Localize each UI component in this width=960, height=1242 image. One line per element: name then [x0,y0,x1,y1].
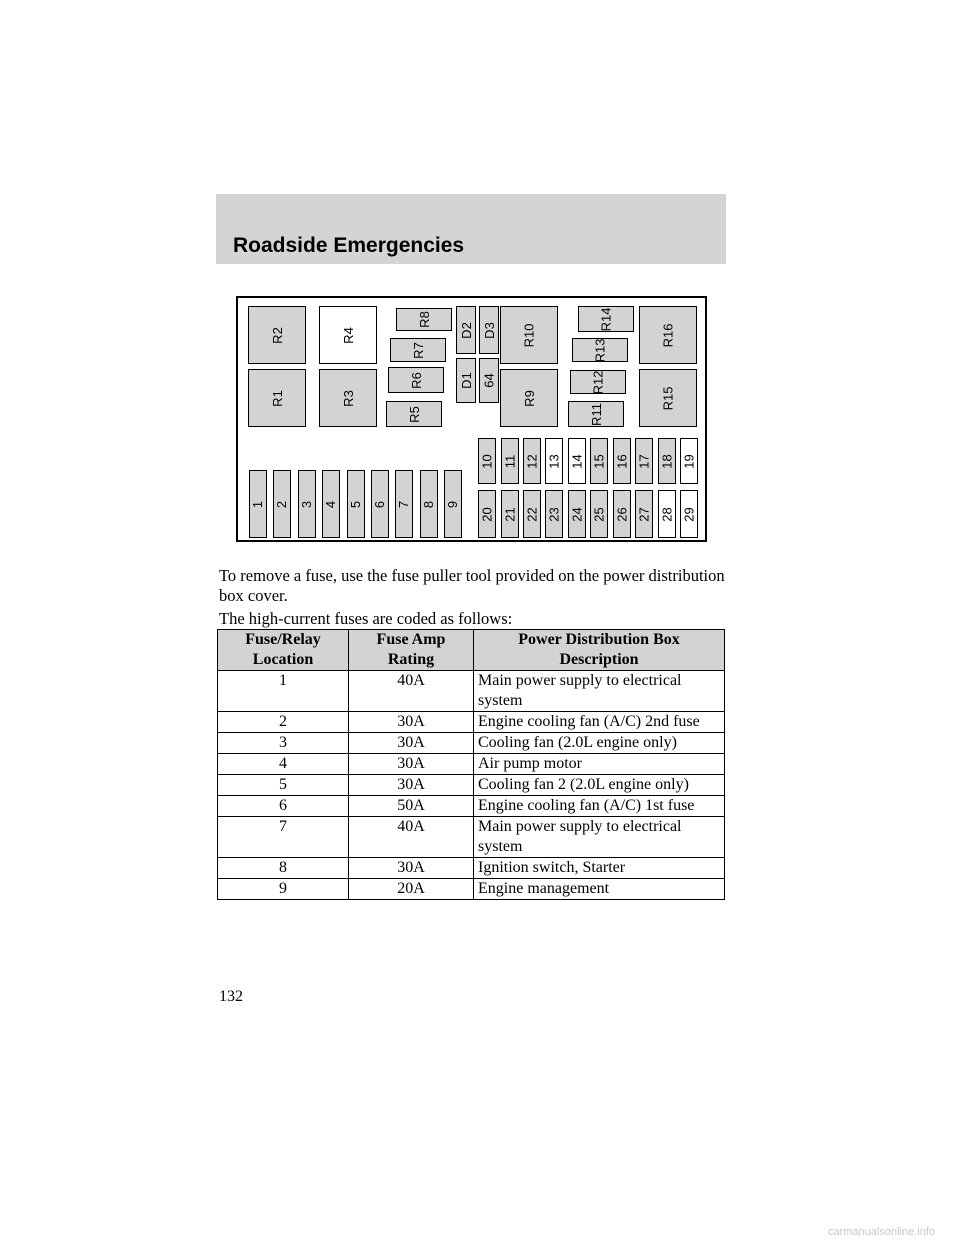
table-row [218,754,725,775]
fuse-slot-r13 [572,338,628,362]
fuse-slot-r1 [248,369,306,427]
fuse-slot-label: 4 [323,500,339,508]
fuse-slot-64 [479,358,499,403]
fuse-slot-label: 22 [524,506,540,522]
cell-description: Engine management [474,879,725,900]
fuse-slot-6 [371,470,389,538]
fuse-slot-label: R4 [340,326,356,344]
table-row [218,796,725,817]
fuse-slot-12 [523,438,541,484]
cell-location: 6 [218,796,349,817]
fuse-slot-r6 [388,367,444,393]
fuse-slot-21 [501,490,519,538]
fuse-slot-r14 [578,306,634,332]
fuse-slot-label: R2 [269,326,285,344]
fuse-slot-24 [568,490,586,538]
fuse-slot-29 [680,490,698,538]
table-row [218,775,725,796]
cell-location: 4 [218,754,349,775]
fuse-slot-label: 29 [681,506,697,522]
fuse-slot-1 [249,470,267,538]
table-row [218,712,725,733]
fuse-slot-23 [545,490,563,538]
instruction-paragraph: To remove a fuse, use the fuse puller tool provided on the power distribution box cover. [219,566,725,605]
coding-intro-paragraph: The high-current fuses are coded as follows: [219,609,513,628]
fuse-slot-r8 [396,308,452,331]
fuse-slot-7 [395,470,413,538]
fuse-slot-label: R10 [521,323,537,347]
fuse-slot-19 [680,438,698,484]
fuse-slot-label: 26 [614,506,630,522]
fuse-slot-28 [658,490,676,538]
cell-description: Cooling fan (2.0L engine only) [474,733,725,754]
table-row [218,858,725,879]
cell-location: 5 [218,775,349,796]
fuse-slot-label: 11 [502,454,518,468]
fuse-slot-label: 14 [569,453,585,469]
cell-location: 1 [218,671,349,712]
page-number: 132 [219,988,243,1005]
fuse-slot-3 [298,470,316,538]
fuse-slot-r4 [319,306,377,364]
cell-location: 9 [218,879,349,900]
cell-description: Engine cooling fan (A/C) 2nd fuse [474,712,725,733]
fuse-slot-d1 [456,358,476,403]
cell-location: 7 [218,817,349,858]
header-amp-rating: Fuse Amp Rating [349,630,474,671]
fuse-slot-label: R11 [588,402,604,426]
fuse-slot-label: R7 [410,341,426,359]
fuse-slot-label: 9 [445,500,461,508]
cell-amp-rating: 30A [349,754,474,775]
fuse-slot-r9 [500,369,558,427]
fuse-slot-label: 25 [591,506,607,522]
fuse-slot-r5 [386,401,442,427]
cell-amp-rating: 40A [349,817,474,858]
fuse-table [217,629,725,900]
fuse-slot-label: R13 [592,338,608,362]
fuse-slot-label: R1 [269,389,285,407]
fuse-slot-15 [590,438,608,484]
cell-amp-rating: 30A [349,858,474,879]
fuse-slot-label: 15 [591,453,607,469]
header-description: Power Distribution Box Description [474,630,725,671]
fuse-slot-11 [501,438,519,484]
fuse-slot-16 [613,438,631,484]
table-row [218,879,725,900]
cell-location: 3 [218,733,349,754]
fuse-slot-label: R9 [521,389,537,407]
fuse-slot-label: D2 [458,321,474,339]
fuse-slot-label: 13 [546,453,562,469]
fuse-slot-r10 [500,306,558,364]
cell-location: 2 [218,712,349,733]
fuse-slot-label: 7 [396,500,412,508]
fuse-slot-d2 [456,306,476,354]
fuse-slot-label: R14 [598,307,614,331]
fuse-slot-22 [523,490,541,538]
fuse-slot-8 [420,470,438,538]
table-row [218,733,725,754]
fuse-slot-17 [635,438,653,484]
fuse-slot-r3 [319,369,377,427]
fuse-slot-label: 17 [636,453,652,469]
table-row [218,671,725,712]
fuse-slot-5 [347,470,365,538]
fuse-slot-r2 [248,306,306,364]
cell-amp-rating: 20A [349,879,474,900]
fuse-slot-label: 28 [659,506,675,522]
cell-amp-rating: 30A [349,712,474,733]
fuse-slot-label: 12 [524,453,540,469]
fuse-slot-2 [273,470,291,538]
cell-location: 8 [218,858,349,879]
header-location: Fuse/Relay Location [218,630,349,671]
fuse-slot-r16 [639,306,697,364]
fuse-slot-label: R6 [408,371,424,389]
fuse-slot-r15 [639,369,697,427]
fuse-slot-label: 5 [348,500,364,508]
fuse-slot-label: D1 [458,372,474,389]
fuse-slot-label: 16 [614,453,630,469]
fuse-slot-r7 [390,338,446,362]
fuse-slot-label: 20 [479,506,495,522]
fuse-slot-20 [478,490,496,538]
fuse-slot-10 [478,438,496,484]
fuse-slot-label: 27 [636,506,652,522]
fuse-slot-label: 24 [569,506,585,522]
table-row [218,817,725,858]
table-header-row [218,630,725,671]
cell-description: Ignition switch, Starter [474,858,725,879]
fuse-slot-label: R15 [660,386,676,410]
fuse-slot-label: 1 [250,500,266,508]
cell-description: Engine cooling fan (A/C) 1st fuse [474,796,725,817]
fuse-slot-r12 [570,370,626,394]
cell-amp-rating: 50A [349,796,474,817]
fuse-slot-label: R16 [660,323,676,347]
fuse-slot-label: R8 [416,311,432,328]
cell-description: Main power supply to electrical system [474,817,725,858]
fuse-slot-14 [568,438,586,484]
fuse-box-diagram [236,296,707,542]
fuse-slot-27 [635,490,653,538]
cell-amp-rating: 30A [349,775,474,796]
fuse-slot-18 [658,438,676,484]
fuse-slot-25 [590,490,608,538]
fuse-slot-label: 64 [481,373,497,388]
fuse-slot-d3 [479,306,499,354]
fuse-slot-13 [545,438,563,484]
fuse-slot-label: 3 [299,500,315,508]
fuse-slot-label: 8 [421,500,437,508]
fuse-slot-label: 21 [502,506,518,522]
fuse-slot-label: 18 [659,453,675,469]
fuse-slot-26 [613,490,631,538]
cell-description: Main power supply to electrical system [474,671,725,712]
cell-description: Cooling fan 2 (2.0L engine only) [474,775,725,796]
watermark: carmanualsonline.info [828,1226,936,1238]
fuse-slot-r11 [568,401,624,427]
fuse-slot-label: R5 [406,405,422,423]
fuse-slot-label: 10 [479,453,495,469]
fuse-slot-label: R12 [590,370,606,394]
section-title: Roadside Emergencies [233,234,465,257]
fuse-slot-label: R3 [340,389,356,407]
fuse-slot-label: 23 [546,506,562,522]
fuse-slot-4 [322,470,340,538]
fuse-slot-label: D3 [481,321,497,339]
fuse-slot-label: 6 [372,500,388,508]
cell-description: Air pump motor [474,754,725,775]
cell-amp-rating: 30A [349,733,474,754]
fuse-slot-label: 2 [274,500,290,508]
fuse-slot-9 [444,470,462,538]
cell-amp-rating: 40A [349,671,474,712]
fuse-slot-label: 19 [681,453,697,469]
